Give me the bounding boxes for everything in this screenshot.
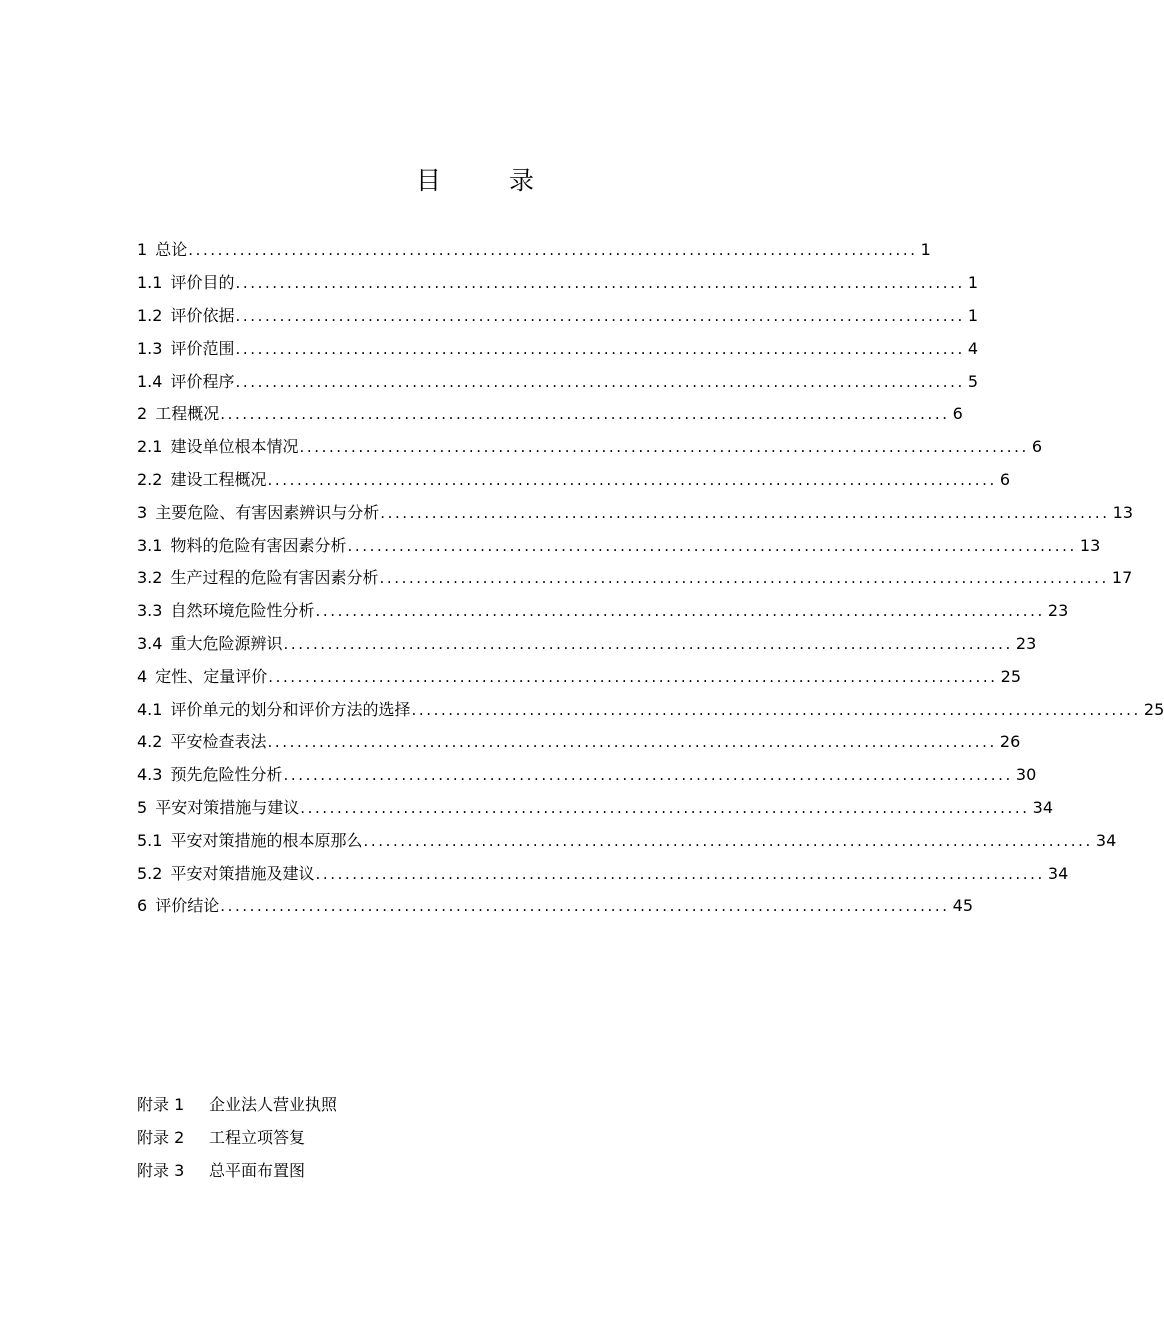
toc-entry-number: 3.3 bbox=[137, 601, 163, 621]
page-title: 目 录 bbox=[416, 166, 564, 195]
toc-entry-title: 物料的危险有害因素分析 bbox=[170, 535, 347, 555]
toc-entry-title: 重大危险源辨识 bbox=[170, 633, 283, 653]
toc-entry-page: 23 bbox=[1015, 633, 1037, 653]
toc-entry-title: 平安检查表法 bbox=[170, 732, 267, 752]
appendix-label: 附录 1 bbox=[137, 1095, 185, 1114]
toc-entry-number: 2.2 bbox=[137, 469, 163, 489]
toc-entry-page: 34 bbox=[1047, 863, 1069, 883]
toc-entry-title: 评价单元的划分和评价方法的选择 bbox=[170, 699, 411, 719]
toc-entry-title: 总论 bbox=[155, 240, 188, 260]
toc-entry[interactable] bbox=[137, 726, 1021, 759]
appendix-title: 工程立项答复 bbox=[209, 1128, 306, 1147]
toc-entry[interactable] bbox=[137, 464, 1011, 497]
toc-entry-page: 17 bbox=[1111, 568, 1133, 588]
toc-entry-page: 6 bbox=[999, 469, 1011, 489]
toc-entry[interactable] bbox=[137, 300, 979, 333]
toc-entry-number: 2.1 bbox=[137, 437, 163, 457]
toc-entry-number: 3.2 bbox=[137, 568, 163, 588]
toc-entry[interactable] bbox=[137, 792, 1054, 825]
toc-leader-dots: ................................................................................................... bbox=[283, 634, 1013, 653]
toc-entry-title: 预先危险性分析 bbox=[170, 765, 283, 785]
toc-leader-dots: ................................................................................................... bbox=[268, 667, 998, 686]
toc-entry-number: 5.1 bbox=[137, 830, 163, 850]
toc-entry-title: 评价目的 bbox=[170, 273, 235, 293]
toc-entry-number: 5.2 bbox=[137, 863, 163, 883]
toc-entry-page: 6 bbox=[1031, 437, 1043, 457]
toc-entry-title: 建设单位根本情况 bbox=[170, 437, 299, 457]
toc-entry-page: 5 bbox=[967, 371, 979, 391]
toc-entry[interactable] bbox=[137, 234, 931, 267]
toc-entry[interactable] bbox=[137, 529, 1101, 562]
appendix-item[interactable] bbox=[137, 1153, 737, 1186]
toc-entry-page: 34 bbox=[1095, 830, 1117, 850]
toc-entry-number: 4.2 bbox=[137, 732, 163, 752]
appendix-item[interactable] bbox=[137, 1120, 737, 1153]
toc-leader-dots: ................................................................................................... bbox=[267, 733, 997, 752]
toc-entry-title: 生产过程的危险有害因素分析 bbox=[170, 568, 379, 588]
toc-entry-title: 工程概况 bbox=[155, 404, 220, 424]
toc-entry-title: 平安对策措施与建议 bbox=[155, 797, 300, 817]
toc-entry-page: 30 bbox=[1015, 765, 1037, 785]
toc-leader-dots: ................................................................................................... bbox=[235, 274, 965, 293]
toc-entry-page: 26 bbox=[999, 732, 1021, 752]
appendix-label: 附录 2 bbox=[137, 1128, 185, 1147]
toc-leader-dots: ................................................................................................... bbox=[220, 405, 950, 424]
toc-entry[interactable] bbox=[137, 398, 963, 431]
toc-entry-number: 3.4 bbox=[137, 633, 163, 653]
toc-entry[interactable] bbox=[137, 693, 1164, 726]
toc-entry-number: 4 bbox=[137, 666, 148, 686]
toc-entry-page: 1 bbox=[920, 240, 931, 260]
appendix-item[interactable] bbox=[137, 1087, 737, 1120]
toc-entry[interactable] bbox=[137, 759, 1037, 792]
toc-entry-title: 建设工程概况 bbox=[170, 469, 267, 489]
toc-entry-number: 3.1 bbox=[137, 535, 163, 555]
toc-entry-page: 13 bbox=[1079, 535, 1101, 555]
toc-entry-number: 5 bbox=[137, 797, 148, 817]
toc-leader-dots: ................................................................................................... bbox=[380, 503, 1110, 522]
toc-entry[interactable] bbox=[137, 431, 1043, 464]
appendix-list bbox=[137, 1087, 737, 1186]
toc-entry[interactable] bbox=[137, 496, 1134, 529]
toc-entry[interactable] bbox=[137, 595, 1069, 628]
toc-entry-number: 1.3 bbox=[137, 338, 163, 358]
toc-entry-page: 25 bbox=[1143, 699, 1164, 719]
toc-entry-number: 1 bbox=[137, 240, 148, 260]
toc-leader-dots: ................................................................................................... bbox=[283, 766, 1013, 785]
appendix-label: 附录 3 bbox=[137, 1161, 185, 1180]
toc-entry-page: 1 bbox=[967, 273, 979, 293]
toc-entry-page: 6 bbox=[952, 404, 963, 424]
toc-leader-dots: ................................................................................................... bbox=[363, 831, 1093, 850]
toc-entry-title: 评价结论 bbox=[155, 896, 220, 916]
toc-entry-title: 评价程序 bbox=[170, 371, 235, 391]
toc-entry-page: 13 bbox=[1112, 502, 1134, 522]
toc-entry-page: 25 bbox=[1000, 666, 1022, 686]
toc-leader-dots: ................................................................................................... bbox=[220, 897, 950, 916]
toc-entry[interactable] bbox=[137, 332, 979, 365]
toc-entry[interactable] bbox=[137, 890, 974, 923]
toc-entry-number: 6 bbox=[137, 896, 148, 916]
toc-entry-page: 1 bbox=[967, 305, 979, 325]
toc-leader-dots: ................................................................................................... bbox=[235, 339, 965, 358]
toc-entry-page: 34 bbox=[1032, 797, 1054, 817]
toc-leader-dots: ................................................................................................... bbox=[300, 798, 1030, 817]
toc-entry-title: 自然环境危险性分析 bbox=[170, 601, 315, 621]
toc-leader-dots: ................................................................................................... bbox=[188, 241, 918, 260]
toc-leader-dots: ................................................................................................... bbox=[411, 700, 1141, 719]
toc-entry[interactable] bbox=[137, 267, 979, 300]
toc-entry[interactable] bbox=[137, 628, 1037, 661]
toc-leader-dots: ................................................................................................... bbox=[347, 536, 1077, 555]
toc-entry-title: 定性、定量评价 bbox=[155, 666, 268, 686]
toc-leader-dots: ................................................................................................... bbox=[299, 438, 1029, 457]
toc-entry-title: 评价范围 bbox=[170, 338, 235, 358]
toc-entry[interactable] bbox=[137, 857, 1069, 890]
toc-leader-dots: ................................................................................................... bbox=[235, 306, 965, 325]
toc-leader-dots: ................................................................................................... bbox=[235, 372, 965, 391]
toc-entry[interactable] bbox=[137, 365, 979, 398]
toc-entry-number: 1.1 bbox=[137, 273, 163, 293]
toc-entry[interactable] bbox=[137, 824, 1117, 857]
appendix-title: 企业法人营业执照 bbox=[209, 1095, 338, 1114]
toc-entry-page: 4 bbox=[967, 338, 979, 358]
appendix-title: 总平面布置图 bbox=[209, 1161, 306, 1180]
toc-entry[interactable] bbox=[137, 660, 1022, 693]
toc-entry-title: 平安对策措施及建议 bbox=[170, 863, 315, 883]
toc-entry-number: 2 bbox=[137, 404, 148, 424]
toc-entry-title: 评价依据 bbox=[170, 305, 235, 325]
toc-entry-number: 1.2 bbox=[137, 305, 163, 325]
toc-entry-page: 23 bbox=[1047, 601, 1069, 621]
toc-entry-number: 1.4 bbox=[137, 371, 163, 391]
toc-entry-number: 3 bbox=[137, 502, 148, 522]
toc-entry-number: 4.1 bbox=[137, 699, 163, 719]
toc-entry-title: 主要危险、有害因素辨识与分析 bbox=[155, 502, 380, 522]
toc-leader-dots: ................................................................................................... bbox=[315, 864, 1045, 883]
toc-leader-dots: ................................................................................................... bbox=[379, 569, 1109, 588]
toc-entry[interactable] bbox=[137, 562, 1133, 595]
table-of-contents bbox=[137, 234, 1164, 923]
toc-entry-title: 平安对策措施的根本原那么 bbox=[170, 830, 363, 850]
toc-leader-dots: ................................................................................................... bbox=[267, 470, 997, 489]
toc-entry-number: 4.3 bbox=[137, 765, 163, 785]
toc-leader-dots: ................................................................................................... bbox=[315, 602, 1045, 621]
toc-entry-page: 45 bbox=[952, 896, 974, 916]
